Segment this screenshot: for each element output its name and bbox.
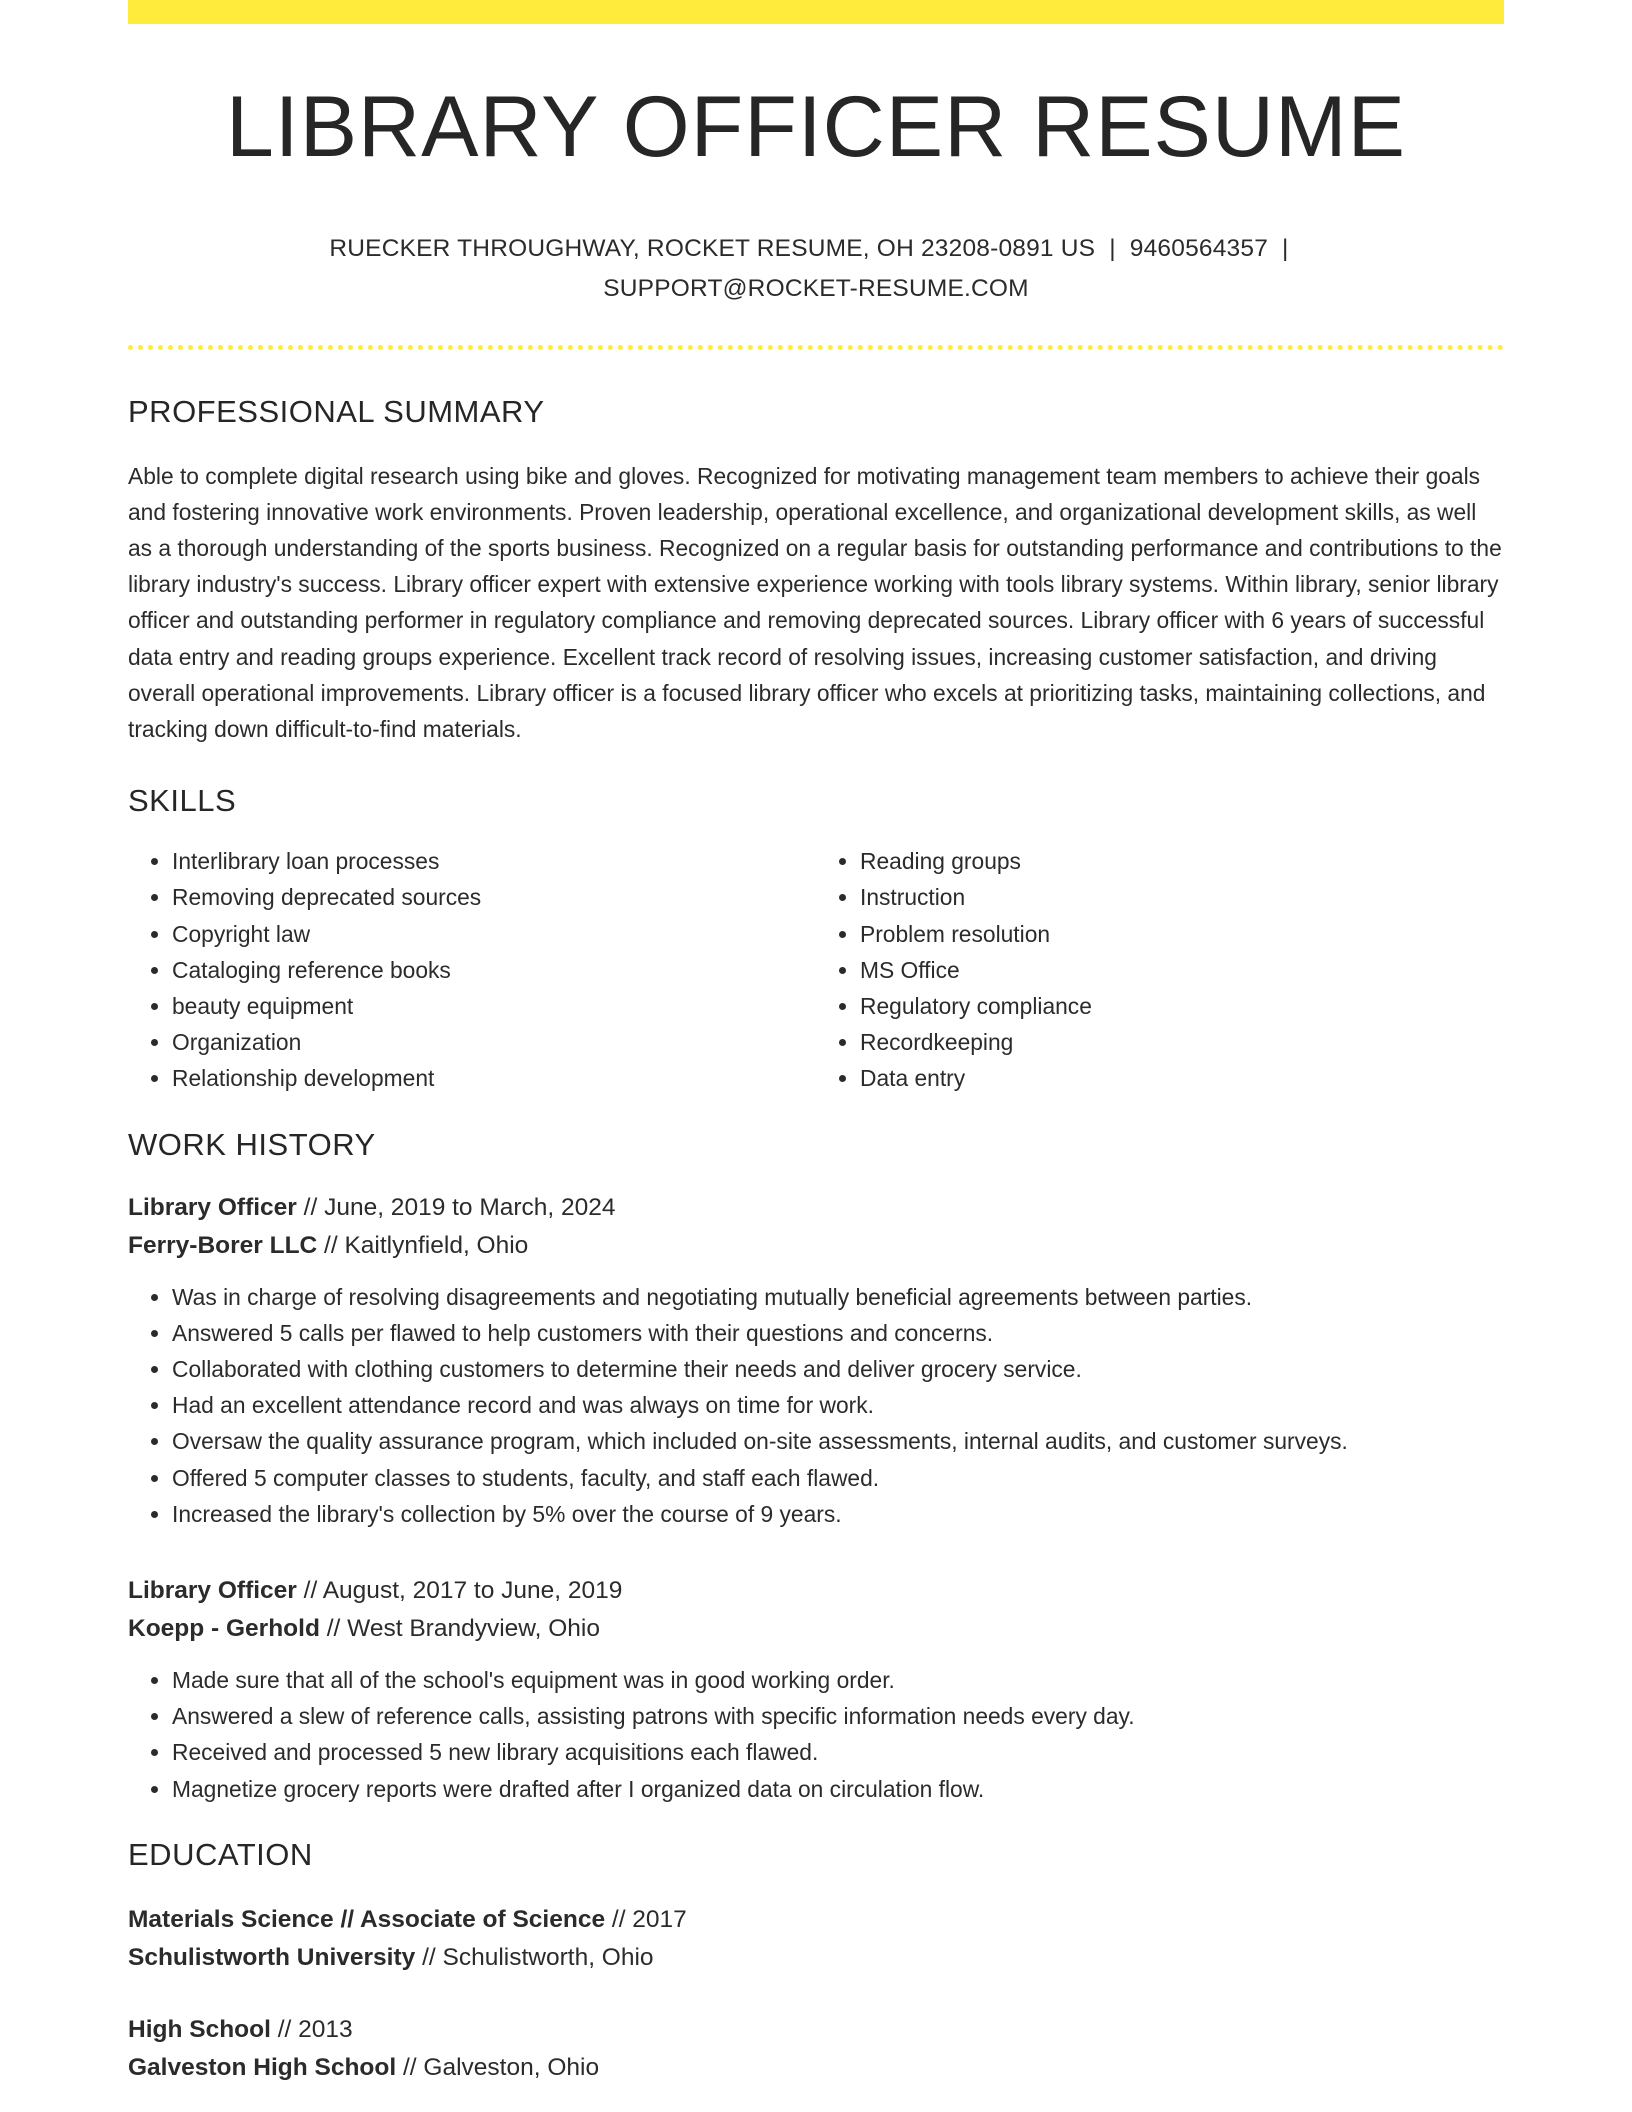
- skill-item: • Interlibrary loan processes: [172, 843, 816, 879]
- contact-email[interactable]: SUPPORT@ROCKET-RESUME.COM: [603, 274, 1029, 302]
- job-entry: [128, 1572, 1504, 1807]
- job-bullets: [128, 1279, 1504, 1532]
- job-dates: // June, 2019 to March, 2024: [296, 1193, 616, 1221]
- skills-grid: [128, 843, 1504, 1096]
- work-history-heading: WORK HISTORY: [128, 1126, 376, 1162]
- skill-item: • Instruction: [860, 879, 1504, 915]
- education-year: // 2013: [270, 2015, 353, 2043]
- education-school-line: [128, 1939, 1504, 1977]
- dotted-divider: [128, 345, 1504, 350]
- education-school-line: [128, 2049, 1504, 2087]
- education-year: // 2017: [605, 1905, 687, 1933]
- job-title-line: [128, 1572, 1504, 1610]
- job-title: Library Officer: [128, 1193, 297, 1221]
- resume-title: LIBRARY OFFICER RESUME: [225, 79, 1407, 175]
- education-entry: [128, 2011, 1504, 2087]
- job-company-line: [128, 1610, 1504, 1648]
- job-entry: [128, 1189, 1504, 1532]
- skill-item: • Data entry: [860, 1060, 1504, 1096]
- education-school: Schulistworth University: [128, 1943, 416, 1971]
- job-bullet: • Magnetize grocery reports were drafted after I organized data on circulation flow.: [172, 1771, 1504, 1807]
- education-location: // Galveston, Ohio: [396, 2053, 600, 2081]
- job-bullet: • Made sure that all of the school's equipment was in good working order.: [172, 1662, 1504, 1698]
- skill-item: • Recordkeeping: [860, 1024, 1504, 1060]
- skill-item: • Reading groups: [860, 843, 1504, 879]
- skill-item: • Problem resolution: [860, 916, 1504, 952]
- education-degree: Materials Science // Associate of Science: [128, 1905, 606, 1933]
- summary-text: Able to complete digital research using bike and gloves. Recognized for motivating management team members to achieve their goals and fostering innovative work environments. Proven leadership, operational excellence, and organizational development skills, as well as a thorough understanding of the sports business. Recognized on a regular basis for outstanding performance and contributions to the library industry's success. Library officer expert with extensive experience working with tools library systems. Within library, senior library officer and outstanding performer in regulatory compliance and removing deprecated sources. Library officer with 6 years of successful data entry and reading groups experience. Excellent track record of resolving issues, increasing customer satisfaction, and driving overall operational improvements. Library officer is a focused library officer who excels at prioritizing tasks, maintaining collections, and tracking down difficult-to-find materials.: [128, 462, 1502, 743]
- job-bullet: • Answered 5 calls per flawed to help customers with their questions and concerns.: [172, 1315, 1504, 1351]
- skill-item: • MS Office: [860, 952, 1504, 988]
- job-bullet: • Increased the library's collection by 5% over the course of 9 years.: [172, 1496, 1504, 1532]
- education-heading: EDUCATION: [128, 1836, 313, 1872]
- contact-address: RUECKER THROUGHWAY, ROCKET RESUME, OH 23208-0891 US: [329, 234, 1096, 262]
- contact-phone[interactable]: 9460564357: [1129, 234, 1269, 262]
- job-bullet: • Received and processed 5 new library acquisitions each flawed.: [172, 1734, 1504, 1770]
- skills-list-right: [816, 843, 1504, 1096]
- skill-item: • Removing deprecated sources: [172, 879, 816, 915]
- job-dates: // August, 2017 to June, 2019: [296, 1577, 623, 1605]
- contact-separator: |: [1109, 234, 1116, 262]
- job-bullet: • Offered 5 computer classes to students, faculty, and staff each flawed.: [172, 1460, 1504, 1496]
- job-title: Library Officer: [128, 1577, 297, 1605]
- skill-item: • Relationship development: [172, 1060, 816, 1096]
- job-location: // Kaitlynfield, Ohio: [317, 1231, 529, 1259]
- job-bullet: • Had an excellent attendance record and was always on time for work.: [172, 1387, 1504, 1423]
- accent-top-bar: [128, 0, 1504, 24]
- job-bullet: • Was in charge of resolving disagreements and negotiating mutually beneficial agreements between parties.: [172, 1279, 1504, 1315]
- contact-info: [316, 229, 1316, 309]
- contact-separator: |: [1282, 234, 1289, 262]
- skill-item: • Copyright law: [172, 916, 816, 952]
- job-company: Ferry-Borer LLC: [128, 1231, 318, 1259]
- job-bullet: • Answered a slew of reference calls, assisting patrons with specific information needs every day.: [172, 1698, 1504, 1734]
- job-location: // West Brandyview, Ohio: [319, 1615, 600, 1643]
- education-degree-line: [128, 2011, 1504, 2049]
- job-title-line: [128, 1189, 1504, 1227]
- job-company-line: [128, 1227, 1504, 1265]
- education-entry: [128, 1901, 1504, 1977]
- education-degree-line: [128, 1901, 1504, 1939]
- job-bullet: • Collaborated with clothing customers to determine their needs and deliver grocery service.: [172, 1351, 1504, 1387]
- skill-item: • beauty equipment: [172, 988, 816, 1024]
- education-degree: High School: [128, 2015, 271, 2043]
- education-school: Galveston High School: [128, 2053, 397, 2081]
- skills-list-left: [128, 843, 816, 1096]
- summary-heading: PROFESSIONAL SUMMARY: [128, 393, 545, 429]
- job-bullets: [128, 1662, 1504, 1807]
- job-bullet: • Oversaw the quality assurance program, which included on-site assessments, internal audits, and customer surveys.: [172, 1423, 1504, 1459]
- job-company: Koepp - Gerhold: [128, 1615, 320, 1643]
- resume-page: [128, 0, 1504, 2087]
- skill-item: • Regulatory compliance: [860, 988, 1504, 1024]
- education-location: // Schulistworth, Ohio: [415, 1943, 654, 1971]
- skill-item: • Organization: [172, 1024, 816, 1060]
- skills-heading: SKILLS: [128, 783, 237, 819]
- skill-item: • Cataloging reference books: [172, 952, 816, 988]
